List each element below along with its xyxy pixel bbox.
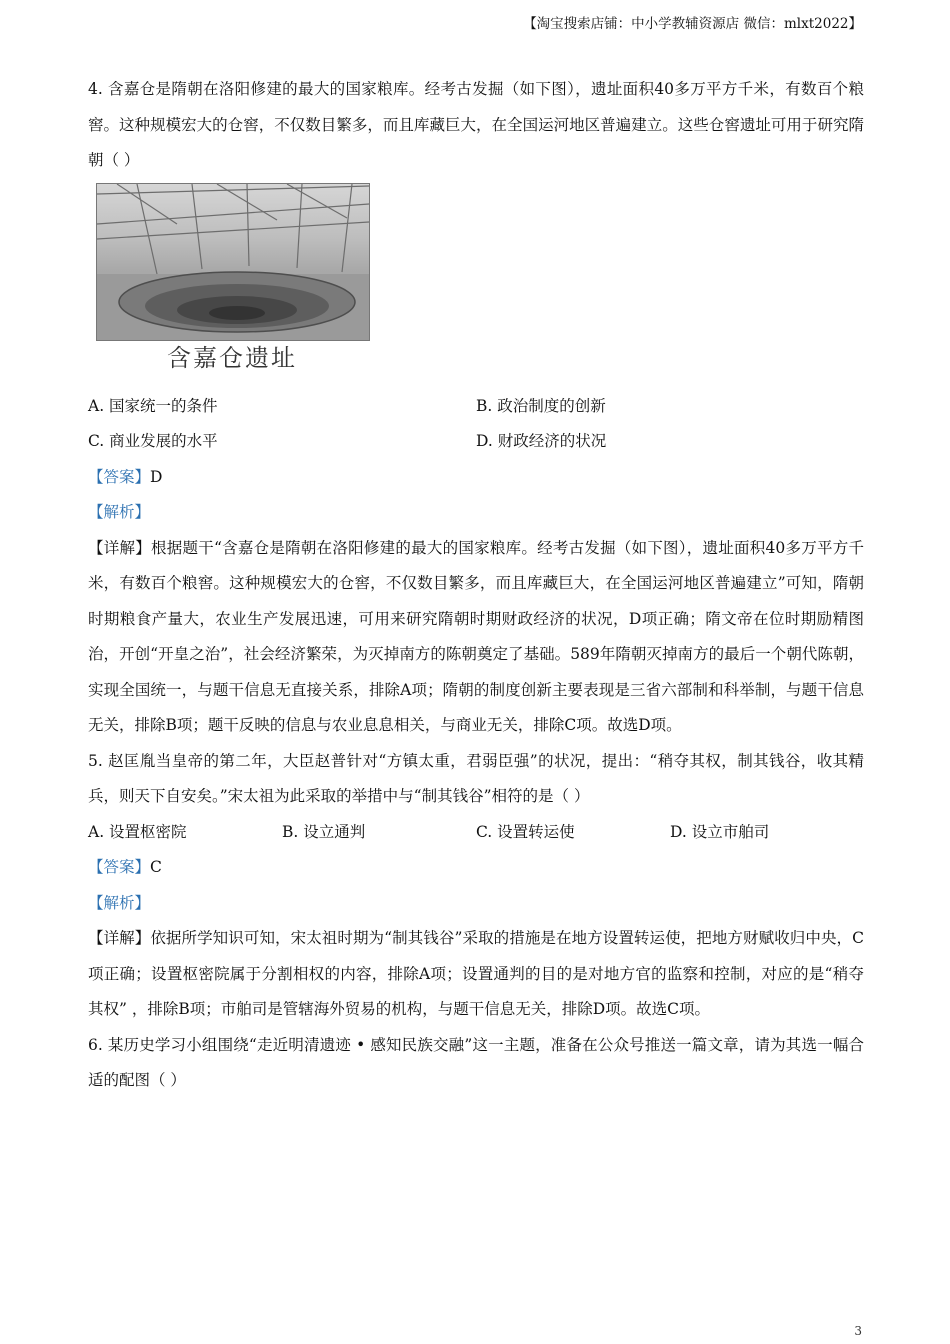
detail-text: 依据所学知识可知，宋太祖时期为“制其钱谷”采取的措施是在地方设置转运使，把地方财赋收归中央，C项正确；设置枢密院属于分割相权的内容，排除A项；设置通判的目的是对地方官的监察和控制，对应的是“稍夺其权” ，排除B项；市舶司是管辖海外贸易的机构，与题干信息无关，排除D项。故选C项。 [88, 929, 864, 1018]
q4-figure [96, 183, 368, 383]
q5-answer [88, 850, 864, 886]
hanjiacang-site-photo [96, 183, 370, 341]
figure-caption: 含嘉仓遗址 [167, 343, 297, 372]
answer-value: D [150, 467, 163, 486]
page-content [88, 72, 864, 1099]
detail-text: 根据题干“含嘉仓是隋朝在洛阳修建的最大的国家粮库。经考古发掘（如下图），遗址面积40多万平方千米，有数百个粮窖。这种规模宏大的仓窖，不仅数目繁多，而且库藏巨大，在全国运河地区普遍建立”可知，隋朝时期粮食产量大，农业生产发展迅速，可用来研究隋朝时期财政经济的状况，D项正确；隋文帝在位时期励精图治，开创“开皇之治”，社会经济繁荣，为灭掉南方的陈朝奠定了基础。589年隋朝灭掉南方的最后一个朝代陈朝，实现全国统一，与题干信息无直接关系，排除A项；隋朝的制度创新主要表现是三省六部制和科举制，与题干信息无关，排除B项；题干反映的信息与农业息息相关，与商业无关，排除C项。故选D项。 [88, 538, 864, 734]
q4-options-row-2 [88, 424, 864, 460]
excavation-pit-image [97, 184, 369, 340]
q4-option-d: D. 财政经济的状况 [476, 432, 607, 450]
q5-option-b: B. 设立通判 [282, 822, 366, 841]
page-header: 【淘宝搜索店铺：中小学教辅资源店 微信：mlxt2022】 [523, 16, 862, 32]
q4-option-a: A. 国家统一的条件 [88, 396, 218, 415]
analysis-tag: 【解析】 [88, 893, 151, 912]
answer-tag: 【答案】 [88, 858, 151, 876]
answer-value: C [150, 858, 162, 876]
q4-option-c: C. 商业发展的水平 [88, 432, 218, 450]
answer-tag: 【答案】 [88, 467, 151, 486]
detail-tag: 【详解】 [88, 538, 151, 557]
q5-stem: 5. 赵匡胤当皇帝的第二年，大臣赵普针对“方镇太重，君弱臣强”的状况，提出：“稍夺其权，制其钱谷，收其精兵，则天下自安矣。”宋太祖为此采取的举措中与“制其钱谷”相符的是（ ） [88, 751, 864, 805]
q4-stem: 4. 含嘉仓是隋朝在洛阳修建的最大的国家粮库。经考古发掘（如下图），遗址面积40多万平方千米，有数百个粮窖。这种规模宏大的仓窖，不仅数目繁多，而且库藏巨大，在全国运河地区普遍建立。这些仓窖遗址可用于研究隋朝（ ） [88, 80, 864, 169]
q4-detail [88, 531, 864, 744]
q5-options [88, 815, 864, 851]
detail-tag: 【详解】 [88, 929, 151, 947]
q5-option-c: C. 设置转运使 [476, 822, 575, 841]
q4-options-row-1 [88, 389, 864, 425]
q4-analysis [88, 495, 864, 531]
q5-detail [88, 921, 864, 1028]
q5-option-d: D. 设立市舶司 [670, 822, 770, 841]
q5-analysis [88, 886, 864, 922]
q4-answer [88, 460, 864, 496]
page-number: 3 [854, 1324, 862, 1338]
q4-option-b: B. 政治制度的创新 [476, 396, 606, 415]
analysis-tag: 【解析】 [88, 503, 151, 521]
q6-stem: 6. 某历史学习小组围绕“走近明清遗迹 • 感知民族交融”这一主题，准备在公众号推送一篇文章，请为其选一幅合适的配图（ ） [88, 1035, 864, 1089]
q5-option-a: A. 设置枢密院 [88, 822, 187, 841]
